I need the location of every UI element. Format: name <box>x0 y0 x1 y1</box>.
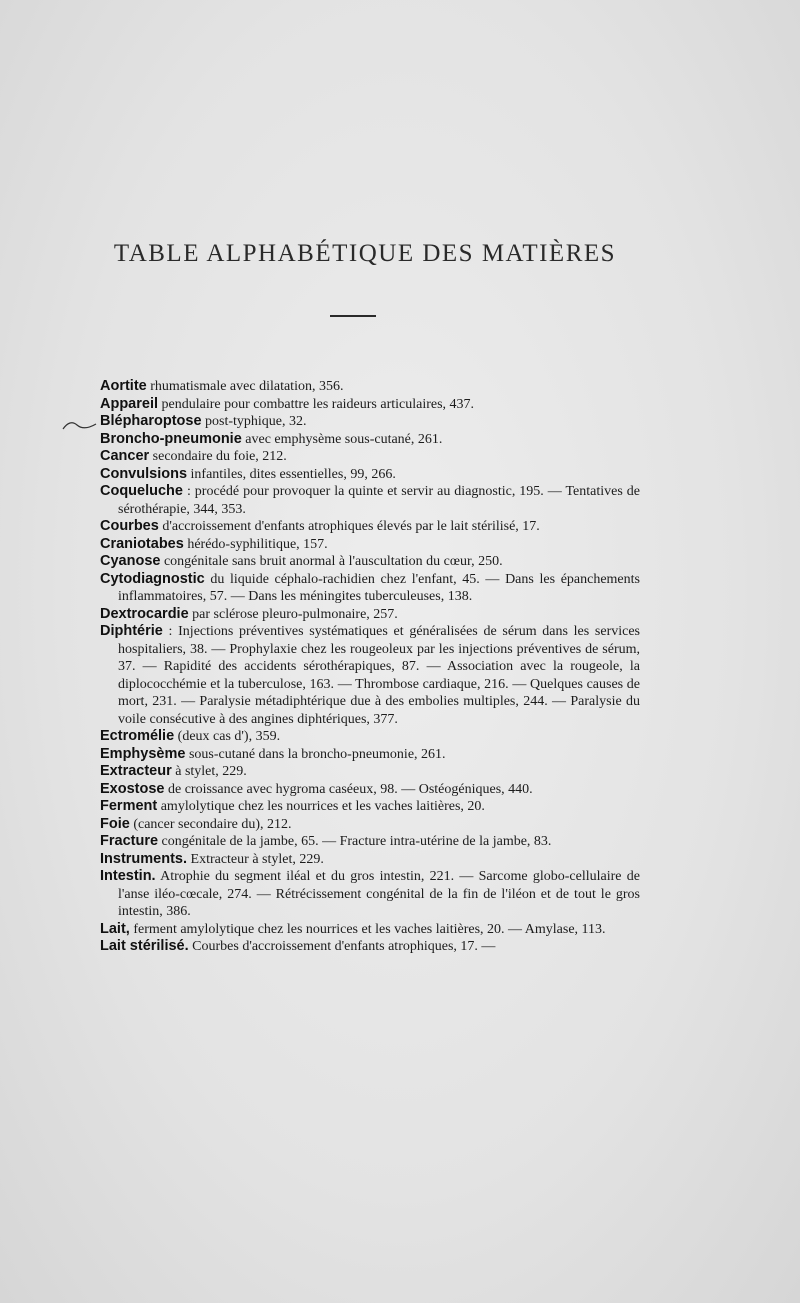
entry-text: infantiles, dites essentielles, 99, 266. <box>187 466 396 482</box>
index-entry <box>100 448 640 466</box>
entry-heading: Dextrocardie <box>100 605 189 622</box>
entry-text: de croissance avec hygroma caséeux, 98. — Ostéogéniques, 440. <box>164 781 533 797</box>
entry-heading: Convulsions <box>100 465 188 482</box>
index-entry <box>100 466 640 484</box>
index-entry <box>100 553 640 571</box>
entry-heading: Cancer <box>100 448 150 464</box>
entry-text: pendulaire pour combattre les raideurs articulaires, 437. <box>158 396 475 412</box>
index-entry <box>100 868 640 921</box>
entry-heading: Fracture <box>100 833 159 849</box>
index-entry <box>100 623 640 728</box>
index-entry <box>100 781 640 799</box>
entry-text: hérédo-syphilitique, 157. <box>183 536 328 552</box>
title-rule <box>330 315 376 317</box>
index-entry <box>100 851 640 869</box>
index-entry <box>100 798 640 816</box>
entry-text: post-typhique, 32. <box>201 414 307 429</box>
index-entry <box>100 483 640 518</box>
entry-text: rhumatismale avec dilatation, 356. <box>146 379 344 394</box>
entry-text: d'accroissement d'enfants atrophiques élevés par le lait stérilisé, 17. <box>158 519 540 534</box>
index-entry <box>100 536 640 554</box>
entry-heading: Appareil <box>100 395 159 412</box>
entry-text: : Injections préventives systématiques et généralisées de sérum dans les services hospitaliers, 38. — Prophylaxie chez les rougeoleux par les injections préventives de sérum, 37. — Rapidité des accidents sérothérapiques, 87. — Association avec la rougeole, la diplococchémie et la tuberculose, 163. — Thrombose cardiaque, 216. — Quelques causes de mort, 231. — Paralysie métadiphtérique due à des embolies multiples, 244. — Paralysie du voile consécutive à des angines diphtériques, 377. <box>118 624 640 727</box>
entry-heading: Emphysème <box>100 745 186 762</box>
entry-heading: Blépharoptose <box>100 413 202 429</box>
index-entry <box>100 921 640 939</box>
entry-text: à stylet, 229. <box>171 764 247 779</box>
entry-text: (deux cas d'), 359. <box>174 729 281 744</box>
index-entry <box>100 606 640 624</box>
entry-text: ferment amylolytique chez les nourrices et les vaches laitières, 20. — Amylase, 113. <box>129 921 606 937</box>
index-entry <box>100 396 640 414</box>
entry-text: amylolytique chez les nourrices et les vaches laitières, 20. <box>157 799 485 814</box>
pencil-mark <box>62 416 98 432</box>
index-entry <box>100 746 640 764</box>
page-title: TABLE ALPHABÉTIQUE DES MATIÈRES <box>113 240 617 267</box>
entry-heading: Diphtérie <box>100 623 163 639</box>
entry-heading: Coqueluche <box>100 483 183 499</box>
entry-text: du liquide céphalo-rachidien chez l'enfant, 45. — Dans les épanchements inflammatoires, 57. — Dans les méningites tuberculeuses, 138. <box>118 571 640 604</box>
index-entry <box>100 431 640 449</box>
entry-heading: Broncho-pneumonie <box>100 430 242 447</box>
entry-heading: Foie <box>100 815 130 832</box>
entry-text: Extracteur à stylet, 229. <box>187 851 324 867</box>
entry-heading: Extracteur <box>100 763 172 779</box>
entry-text: : procédé pour provoquer la quinte et servir au diagnostic, 195. — Tentatives de sérothérapie, 344, 353. <box>118 484 640 517</box>
index-entry <box>100 571 640 606</box>
entry-text: sous-cutané dans la broncho-pneumonie, 261. <box>185 746 446 762</box>
entry-heading: Ectromélie <box>100 728 175 744</box>
entry-text: avec emphysème sous-cutané, 261. <box>241 431 443 447</box>
index-entry <box>100 816 640 834</box>
entry-text: congénitale de la jambe, 65. — Fracture intra-utérine de la jambe, 83. <box>158 834 552 849</box>
entry-heading: Craniotabes <box>100 535 184 552</box>
index-entry <box>100 938 640 956</box>
entry-heading: Ferment <box>100 798 158 814</box>
entry-heading: Aortite <box>100 378 147 394</box>
entry-heading: Courbes <box>100 518 159 534</box>
entry-heading: Lait stérilisé. <box>100 938 189 954</box>
entry-heading: Cyanose <box>100 553 161 569</box>
entry-text: (cancer secondaire du), 212. <box>129 816 292 832</box>
entry-text: secondaire du foie, 212. <box>149 449 287 464</box>
entry-heading: Cytodiagnostic <box>100 570 205 587</box>
index-entry <box>100 413 640 431</box>
entry-text: Courbes d'accroissement d'enfants atrophiques, 17. — <box>188 939 496 954</box>
index-entry <box>100 728 640 746</box>
entry-heading: Lait, <box>100 920 130 937</box>
index-entry <box>100 518 640 536</box>
entry-text: par sclérose pleuro-pulmonaire, 257. <box>188 606 398 622</box>
index-entry <box>100 378 640 396</box>
entry-heading: Intestin. <box>100 868 156 884</box>
entry-text: Atrophie du segment iléal et du gros intestin, 221. — Sarcome globo-cellulaire de l'anse iléo-cœcale, 274. — Rétrécissement congénital de la fin de l'iléon et de tout le gros intestin, 386. <box>118 869 640 919</box>
entry-heading: Exostose <box>100 780 165 797</box>
index-entry <box>100 833 640 851</box>
entry-heading: Instruments. <box>100 850 188 867</box>
entry-text: congénitale sans bruit anormal à l'auscultation du cœur, 250. <box>160 554 503 569</box>
index-entries <box>100 378 640 956</box>
index-entry <box>100 763 640 781</box>
